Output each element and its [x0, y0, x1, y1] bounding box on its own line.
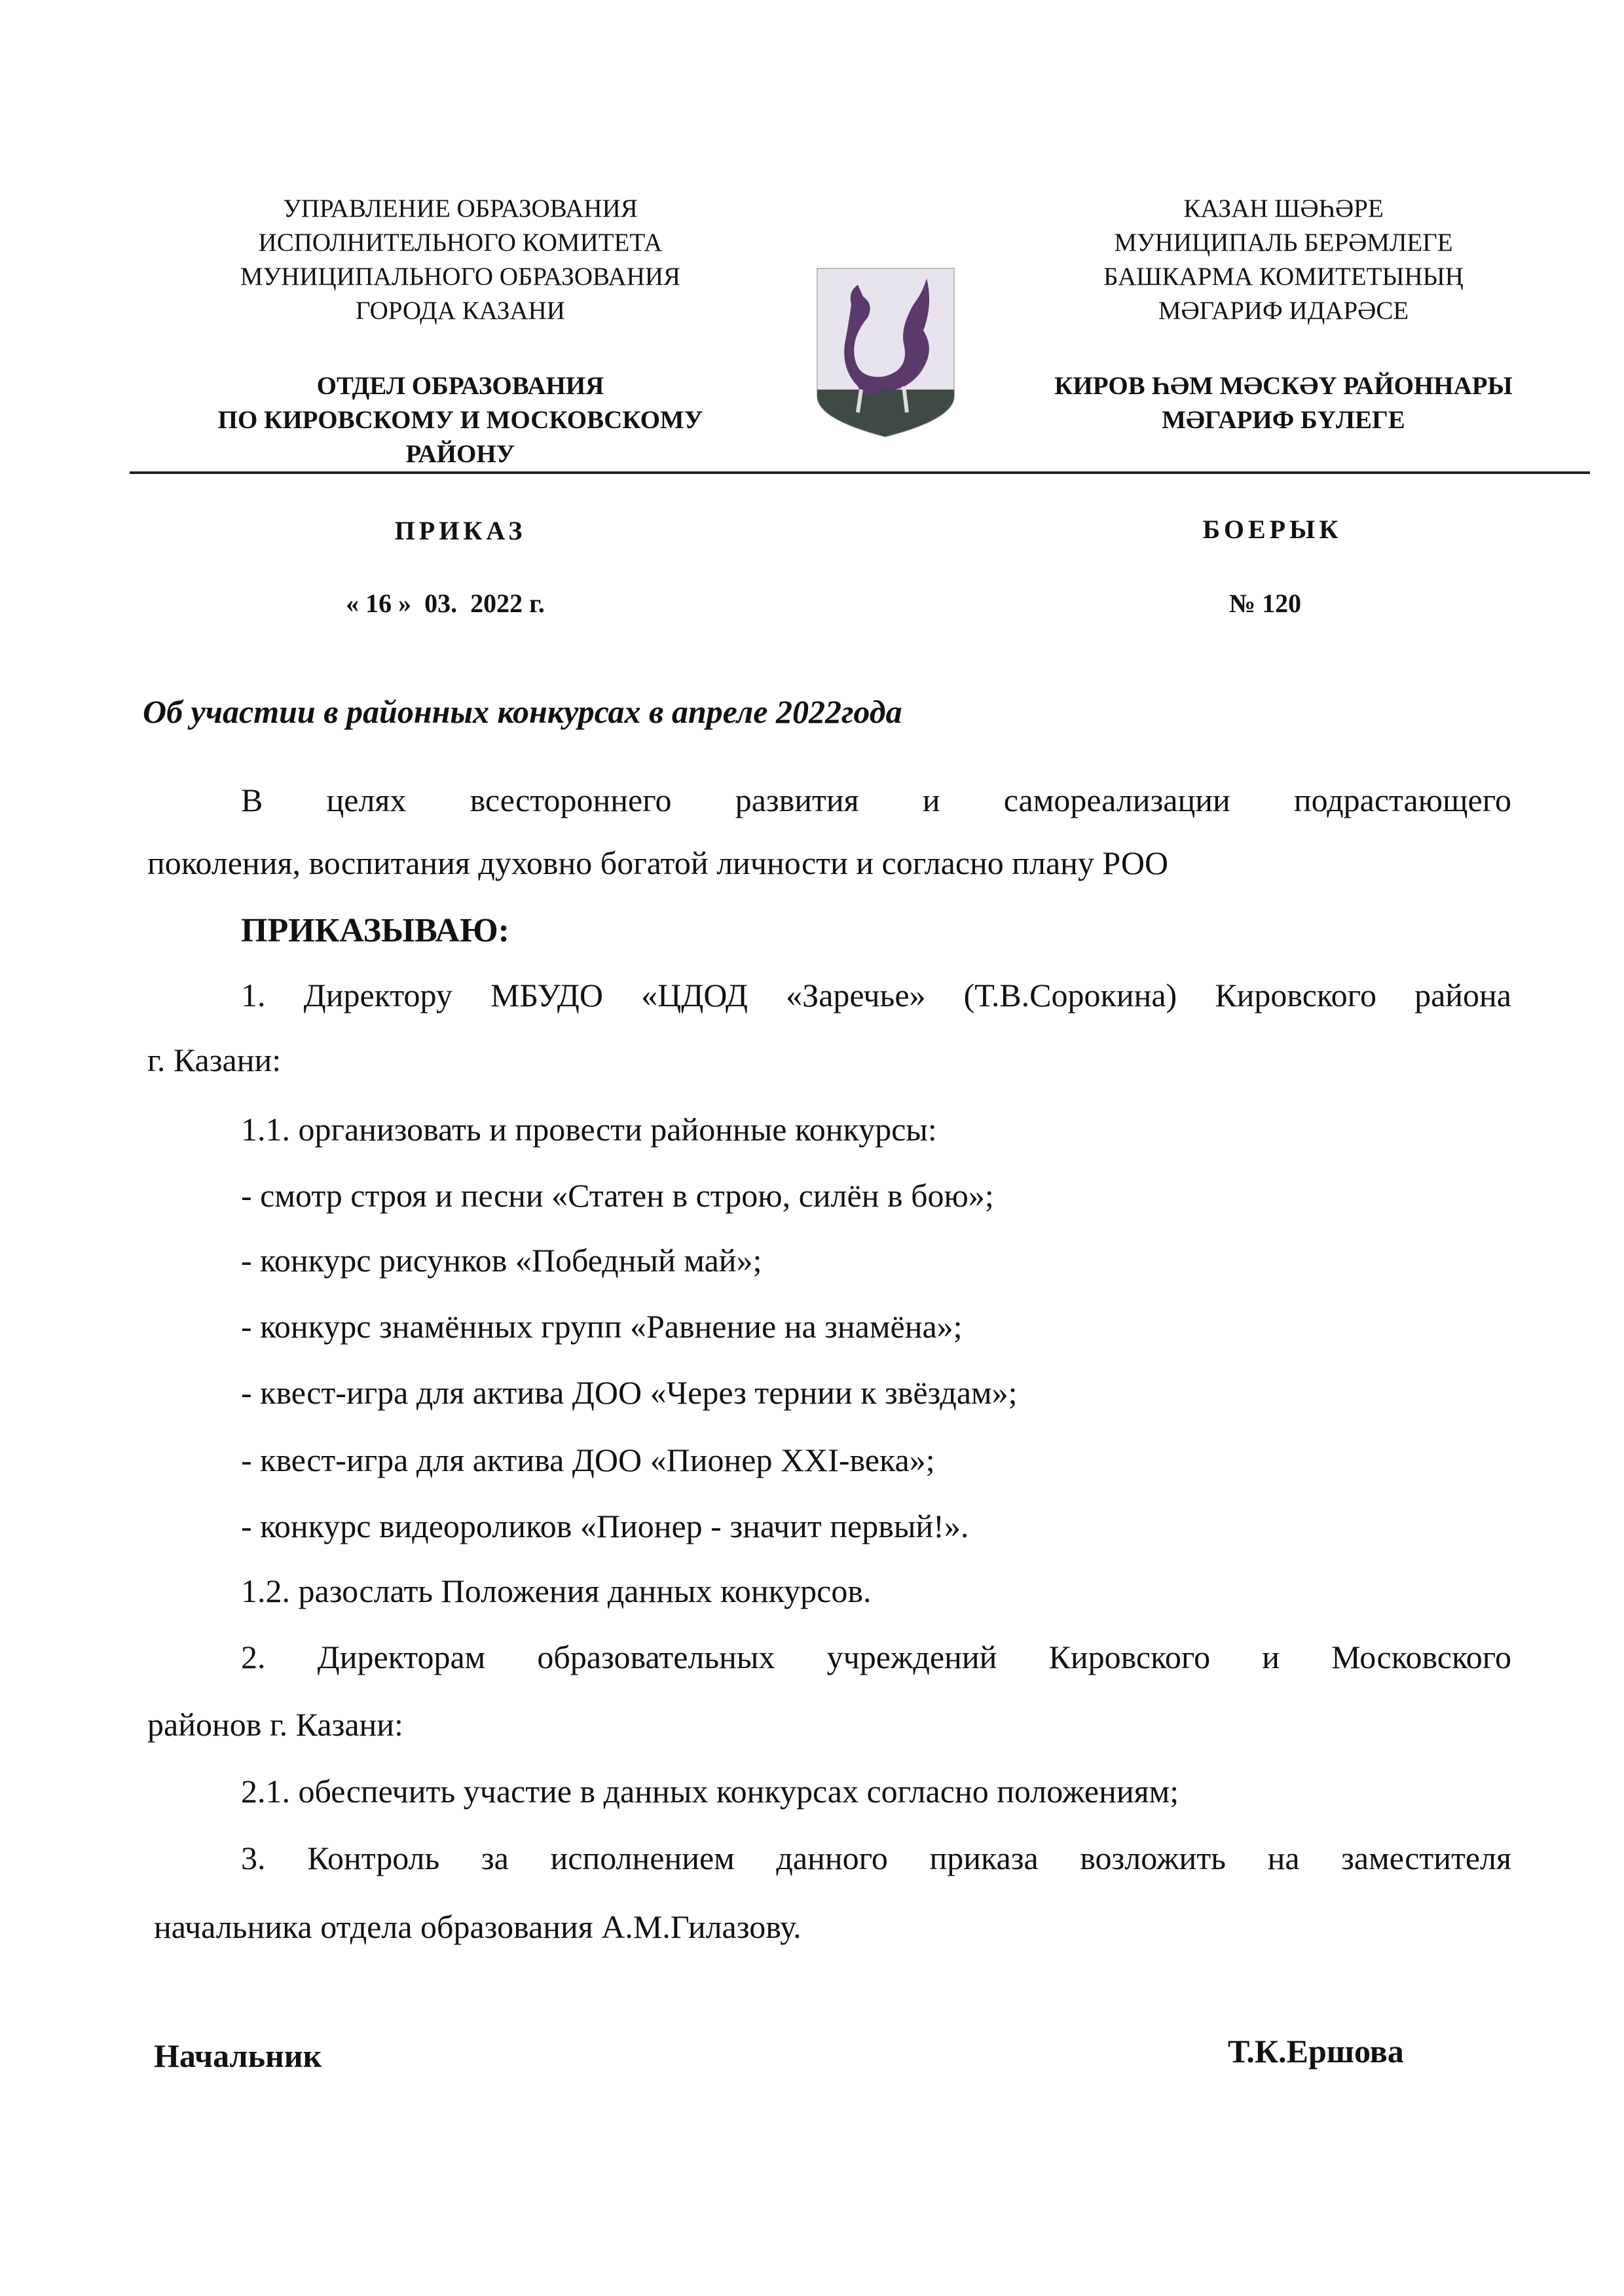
coat-of-arms-emblem: [812, 265, 959, 439]
header-right-line: МӘГАРИФ ИДАРӘСЕ: [1158, 297, 1409, 325]
order-subject: Об участии в районных конкурсах в апреле 2022года: [143, 693, 902, 730]
item-2-line: районов г. Казани:: [147, 1706, 403, 1743]
header-left-dept: ОТДЕЛ ОБРАЗОВАНИЯ: [316, 372, 604, 400]
contest-item: - квест-игра для актива ДОО «Через тернии к звёздам»;: [241, 1374, 1018, 1411]
header-left-line: МУНИЦИПАЛЬНОГО ОБРАЗОВАНИЯ: [240, 263, 681, 291]
item-1-1: 1.1. организовать и провести районные конкурсы:: [241, 1111, 937, 1148]
order-title-tt: БОЕРЫК: [1202, 515, 1342, 544]
item-1-2: 1.2. разослать Положения данных конкурсов.: [241, 1573, 872, 1609]
header-right-line: КАЗАН ШӘҺӘРЕ: [1183, 194, 1384, 223]
contest-item: - смотр строя и песни «Статен в строю, силён в бою»;: [241, 1177, 994, 1214]
item-3-line: 3. Контроль за исполнением данного приказа возложить на заместителя: [241, 1840, 1511, 1876]
contest-item: - квест-игра для актива ДОО «Пионер XXI-века»;: [241, 1442, 935, 1478]
header-right-dept: МӘГАРИФ БҮЛЕГЕ: [1162, 406, 1405, 434]
signature-name: Т.К.Ершова: [1228, 2033, 1404, 2069]
item-1-line: 1. Директору МБУДО «ЦДОД «Заречье» (Т.В.Сорокина) Кировского района: [241, 977, 1511, 1013]
header-left-line: УПРАВЛЕНИЕ ОБРАЗОВАНИЯ: [283, 194, 638, 223]
item-2-1: 2.1. обеспечить участие в данных конкурсах согласно положениям;: [241, 1773, 1179, 1810]
contest-item: - конкурс видеороликов «Пионер - значит первый!».: [241, 1508, 969, 1544]
header-right: [989, 192, 1578, 437]
header-left-dept: РАЙОНУ: [405, 440, 515, 468]
header-right-line: МУНИЦИПАЛЬ БЕРӘМЛЕГЕ: [1114, 228, 1453, 257]
header-divider: [130, 471, 1590, 474]
header-left: [166, 192, 755, 471]
contest-item: - конкурс знамённых групп «Равнение на знамёна»;: [241, 1308, 963, 1345]
paragraph-line: В целях всестороннего развития и самореализации подрастающего: [241, 782, 1511, 818]
header-left-line: ГОРОДА КАЗАНИ: [356, 297, 565, 325]
item-1-line: г. Казани:: [147, 1042, 282, 1078]
header-right-line: БАШКАРМА КОМИТЕТЫНЫҢ: [1103, 263, 1464, 291]
order-word: ПРИКАЗЫВАЮ:: [241, 912, 509, 949]
order-number: № 120: [1228, 589, 1302, 618]
contest-item: - конкурс рисунков «Победный май»;: [241, 1242, 762, 1279]
item-2-line: 2. Директорам образовательных учреждений Кировского и Московского: [241, 1639, 1511, 1675]
header-left-dept: ПО КИРОВСКОМУ И МОСКОВСКОМУ: [217, 406, 703, 434]
item-3-line: начальника отдела образования А.М.Гилазову.: [154, 1908, 802, 1945]
header-right-dept: КИРОВ ҺӘМ МӘСКӘҮ РАЙОННАРЫ: [1054, 372, 1513, 400]
paragraph-line: поколения, воспитания духовно богатой личности и согласно плану РОО: [147, 845, 1169, 881]
header-left-line: ИСПОЛНИТЕЛЬНОГО КОМИТЕТА: [258, 228, 663, 257]
order-title-ru: ПРИКАЗ: [394, 516, 526, 545]
signature-position: Начальник: [154, 2037, 322, 2074]
order-date: « 16 » 03. 2022 г.: [346, 589, 545, 618]
